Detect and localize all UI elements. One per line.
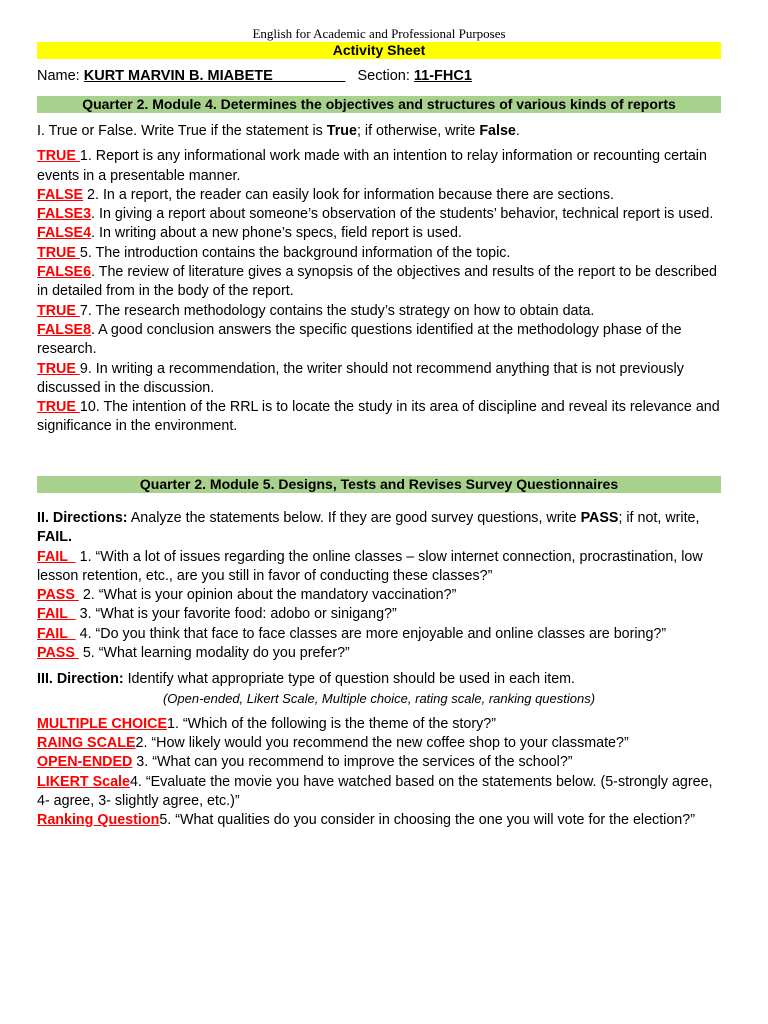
answer-text: Ranking Question bbox=[37, 812, 160, 829]
true-false-item bbox=[37, 205, 721, 224]
true-false-item bbox=[37, 224, 721, 243]
answer-text: FALSE4 bbox=[37, 225, 92, 242]
answer-text: LIKERT Scale bbox=[37, 773, 130, 790]
section-label: Section: bbox=[357, 68, 414, 84]
statement-text: 9. In writing a recommendation, the writer should not recommend anything that is not previously discussed in the discussion. bbox=[37, 360, 684, 396]
answer-text: MULTIPLE CHOICE bbox=[37, 715, 167, 732]
statement-text: 1. Report is any informational work made with an intention to relay information or recounting certain events in a presentable manner. bbox=[37, 148, 707, 184]
part3-hint: (Open-ended, Likert Scale, Multiple choice, rating scale, ranking questions) bbox=[162, 690, 596, 706]
answer-text: FAIL bbox=[37, 548, 76, 565]
question-type-item bbox=[37, 773, 721, 812]
survey-question-item bbox=[37, 625, 721, 644]
name-label: Name: bbox=[37, 68, 84, 84]
statement-text: 5. The introduction contains the background information of the topic. bbox=[79, 244, 511, 261]
true-false-item bbox=[37, 186, 721, 205]
answer-text: OPEN-ENDED bbox=[37, 754, 133, 771]
true-false-item bbox=[37, 302, 721, 321]
statement-text: . The review of literature gives a synopsis of the objectives and results of the report to be described in detailed from in the body of the report. bbox=[37, 264, 717, 300]
part3-instructions: III. Direction: Identify what appropriate type of question should be used in each item. bbox=[37, 671, 576, 688]
statement-text: . A good conclusion answers the specific questions identified at the methodology phase of the research. bbox=[37, 321, 682, 358]
answer-text: TRUE bbox=[37, 148, 80, 165]
true-false-item bbox=[37, 398, 721, 437]
true-false-item bbox=[37, 360, 721, 399]
statement-text: 4. “Do you think that face to face classes are more enjoyable and online classes are boring?” bbox=[75, 625, 667, 642]
survey-question-item bbox=[37, 644, 721, 663]
answer-text: TRUE bbox=[37, 302, 80, 319]
statement-text: 7. The research methodology contains the study’s strategy on how to obtain data. bbox=[79, 302, 595, 319]
module5-heading: Quarter 2. Module 5. Designs, Tests and Revises Survey Questionnaires bbox=[37, 476, 721, 493]
part1-instructions: I. True or False. Write True if the statement is True; if otherwise, write False. bbox=[37, 123, 520, 139]
module5-part2 bbox=[37, 509, 721, 830]
statement-text: 10. The intention of the RRL is to locate the study in its area of discipline and reveal its relevance and significance in the environment. bbox=[37, 399, 720, 435]
answer-text: FAIL bbox=[37, 625, 76, 642]
question-type-item bbox=[37, 715, 721, 734]
true-false-item bbox=[37, 263, 721, 302]
true-false-item bbox=[37, 321, 721, 360]
survey-question-item bbox=[37, 605, 721, 624]
statement-text: 5. “What qualities do you consider in choosing the one you will vote for the election?” bbox=[159, 812, 695, 829]
answer-text: FALSE3 bbox=[37, 206, 92, 223]
answer-text: TRUE bbox=[37, 399, 80, 416]
answer-text: FAIL bbox=[37, 606, 76, 623]
question-type-item bbox=[37, 811, 721, 830]
statement-text: . In giving a report about someone’s observation of the students’ behavior, technical report is used. bbox=[91, 206, 714, 223]
answer-text: FALSE8 bbox=[37, 321, 92, 338]
statement-text: 4. “Evaluate the movie you have watched based on the statements below. (5-strongly agree, 4- agree, 3- slightly agree, etc.)” bbox=[37, 773, 713, 809]
statement-text: 3. “What can you recommend to improve the services of the school?” bbox=[132, 754, 573, 771]
question-type-item bbox=[37, 753, 721, 772]
statement-text: 5. “What learning modality do you prefer?” bbox=[78, 645, 350, 662]
student-name: KURT MARVIN B. MIABETE bbox=[83, 68, 273, 84]
answer-text: TRUE bbox=[37, 360, 80, 377]
statement-text: 1. “With a lot of issues regarding the online classes – slow internet connection, procrastination, low lesson retention, etc., are you still in favor of conducting these classes?” bbox=[37, 548, 703, 584]
answer-text: FALSE bbox=[37, 186, 84, 203]
course-title: English for Academic and Professional Purposes bbox=[252, 26, 506, 41]
answer-text: PASS bbox=[37, 645, 79, 662]
survey-question-item bbox=[37, 586, 721, 605]
statement-text: 2. “What is your opinion about the mandatory vaccination?” bbox=[78, 587, 457, 604]
statement-text: 3. “What is your favorite food: adobo or sinigang?” bbox=[75, 606, 397, 623]
question-type-item bbox=[37, 734, 721, 753]
statement-text: 2. In a report, the reader can easily look for information because there are sections. bbox=[83, 186, 614, 203]
answer-text: RAING SCALE bbox=[37, 734, 136, 751]
answer-text: TRUE bbox=[37, 244, 80, 261]
statement-text: . In writing about a new phone’s specs, field report is used. bbox=[91, 225, 462, 242]
survey-question-item bbox=[37, 548, 721, 587]
statement-text: 1. “Which of the following is the theme of the story?” bbox=[167, 715, 496, 732]
module4-heading: Quarter 2. Module 4. Determines the objectives and structures of various kinds of reports bbox=[37, 96, 721, 113]
sheet-title-bar: Activity Sheet bbox=[37, 42, 721, 59]
answer-text: FALSE6 bbox=[37, 264, 92, 281]
true-false-item bbox=[37, 147, 721, 186]
statement-text: 2. “How likely would you recommend the new coffee shop to your classmate?” bbox=[135, 734, 629, 751]
true-false-item bbox=[37, 244, 721, 263]
module4-part1 bbox=[37, 122, 721, 437]
name-fill-line: _________ bbox=[272, 68, 346, 84]
section-value: 11-FHC1 bbox=[413, 68, 472, 84]
answer-text: PASS bbox=[37, 587, 79, 604]
name-section-line bbox=[37, 66, 472, 86]
part2-instructions: II. Directions: Analyze the statements below. If they are good survey questions, write PASS; if not, write, FAIL. bbox=[37, 510, 700, 546]
